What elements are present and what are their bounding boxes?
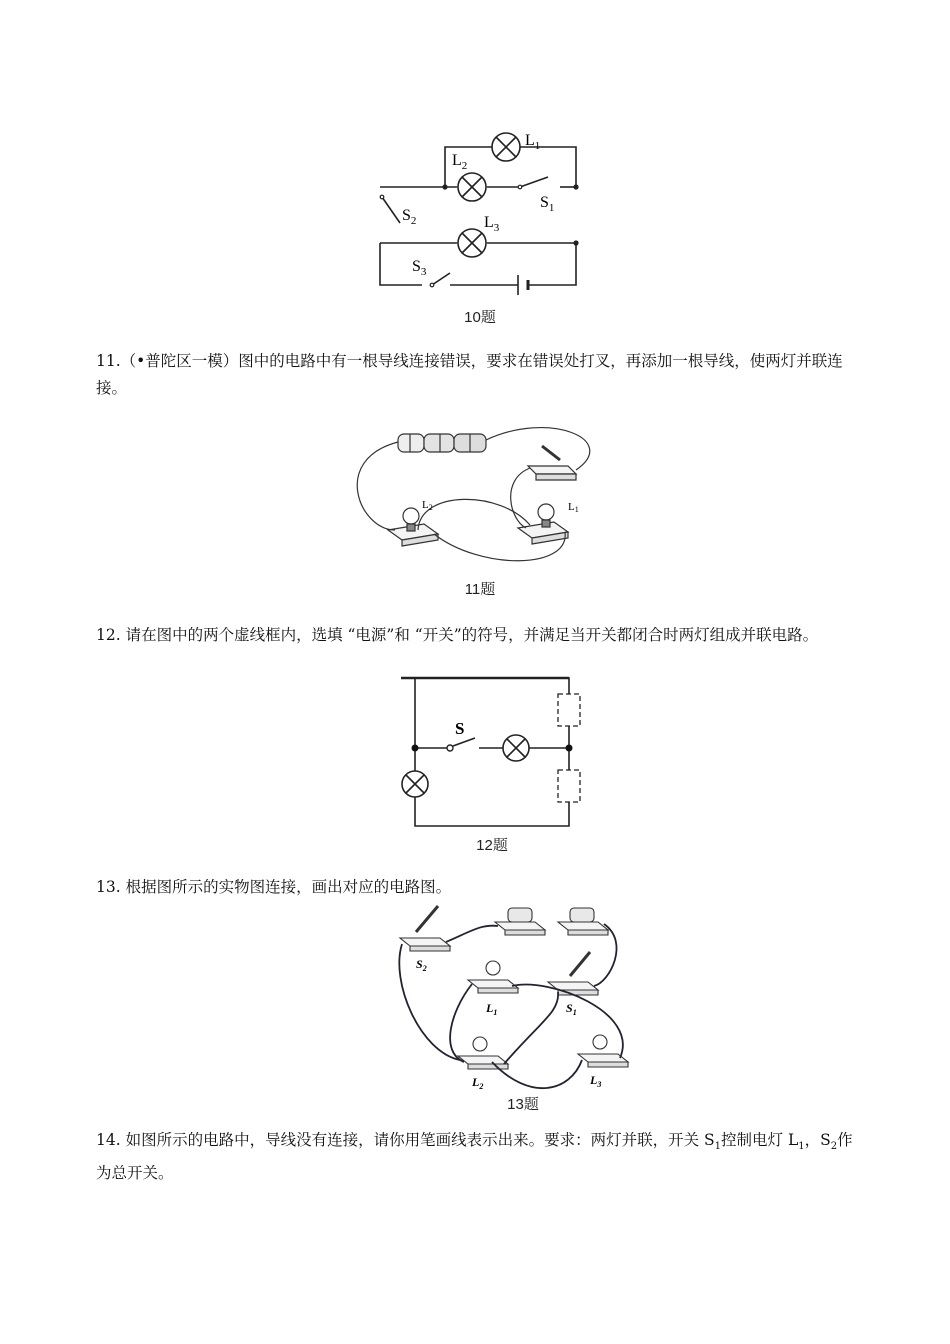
label-l1: L [525, 132, 535, 149]
label-s2: S [416, 957, 423, 971]
figure-12-circuit [395, 672, 595, 832]
label-l3: L [590, 1073, 598, 1087]
question-14-text: 14. 如图所示的电路中，导线没有连接，请你用笔画线表示出来。要求：两灯并联，开关 $S_1$控制电灯 $L_1$，$S_2$作为总开关。 [96, 1131, 853, 1183]
lamp-icon [503, 735, 529, 761]
svg-text:L1: $L_1$ [486, 1001, 498, 1017]
label-l2: L [422, 499, 429, 511]
svg-text:L1: L1 [568, 501, 579, 514]
label-s: S [455, 719, 465, 738]
lamp-icon [402, 771, 428, 797]
figure-13-physical-circuit [380, 902, 640, 1097]
label-l1: L [486, 1001, 494, 1015]
question-12-text: 12. 请在图中的两个虚线框内，选填 “电源”和 “开关”的符号，并满足当开关都闭合时两灯组成并联电路。 [96, 626, 819, 644]
label-s3: S [412, 258, 421, 275]
svg-text:L2: L2 [422, 499, 433, 512]
dashed-box-bottom[interactable] [558, 770, 580, 802]
lamp-l3-icon [458, 229, 486, 257]
label-s1: S [540, 194, 549, 211]
svg-text:L2: $L_2$ [472, 1075, 484, 1091]
lamp-l1-icon [492, 133, 520, 161]
dashed-box-top[interactable] [558, 694, 580, 726]
svg-text:L3: $L_3$ [484, 214, 500, 234]
figure-11-physical-circuit [350, 420, 610, 570]
figure-10-caption: 10题 [464, 309, 496, 326]
svg-text:L3: $L_3$ [590, 1073, 602, 1089]
label-l1: L [568, 501, 575, 513]
svg-text:L1: $L_1$ [525, 132, 541, 152]
svg-text:S2: $S_2$ [402, 207, 417, 227]
question-13-text: 13. 根据图所示的实物图连接，画出对应的电路图。 [96, 878, 452, 896]
label-l2: L [452, 152, 462, 169]
lamp-l2-icon [458, 173, 486, 201]
svg-text:L2: $L_2$ [452, 152, 468, 172]
label-l3: L [484, 214, 494, 231]
label-s2: S [402, 207, 411, 224]
question-11-text: 11.（•普陀区一模）图中的电路中有一根导线连接错误，要求在错误处打叉，再添加一根导线，使两灯并联连接。 [96, 352, 843, 397]
figure-11-caption: 11题 [464, 581, 496, 598]
figure-12-caption: 12题 [476, 837, 508, 854]
svg-text:S1: $S_1$ [540, 194, 555, 214]
svg-text:S1: $S_1$ [566, 1001, 577, 1017]
figure-10-circuit [370, 125, 590, 300]
svg-text:S2: $S_2$ [416, 957, 427, 973]
figure-13-caption: 13题 [507, 1096, 539, 1113]
svg-text:S3: $S_3$ [412, 258, 427, 278]
label-s1: S [566, 1001, 573, 1015]
label-l2: L [472, 1075, 480, 1089]
